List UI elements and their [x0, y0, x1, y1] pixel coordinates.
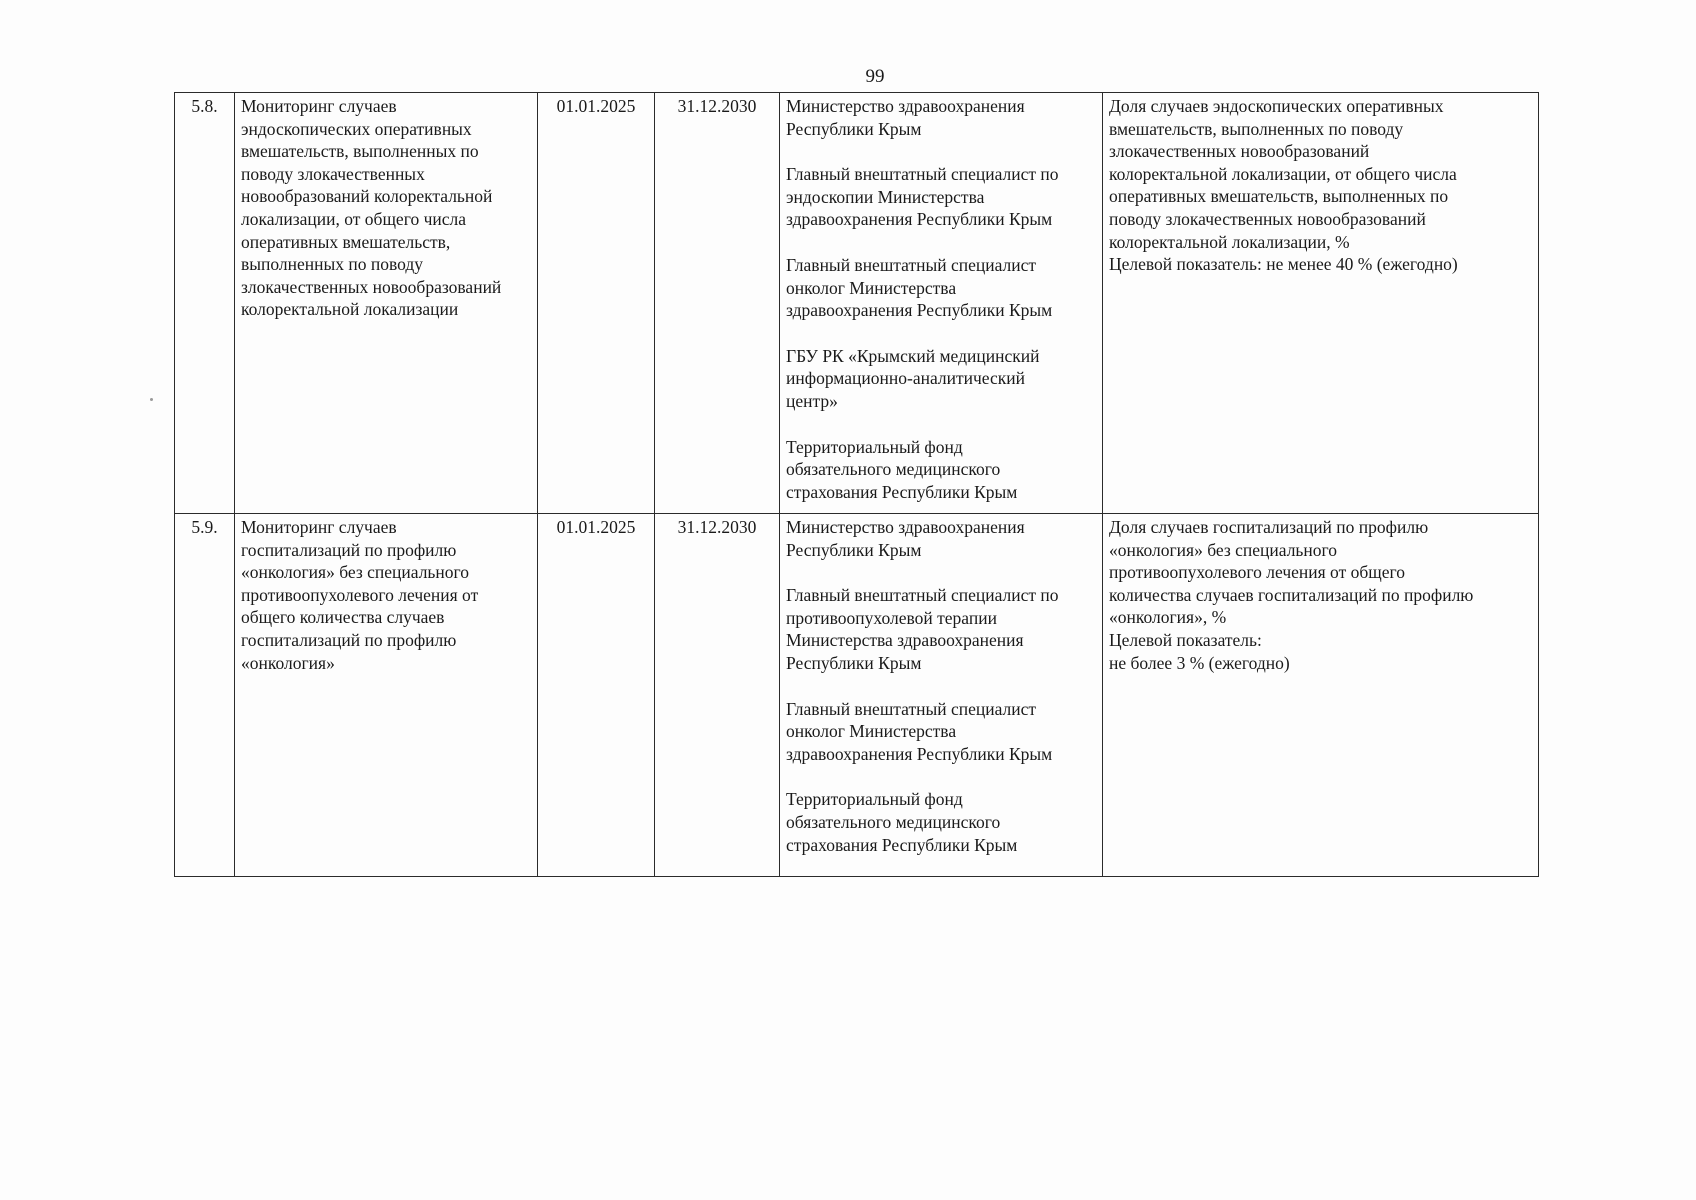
responsible-party: [786, 95, 1096, 140]
text-line: вмешательств, выполненных по: [241, 141, 479, 162]
text-line: Министерство здравоохранения: [786, 517, 1025, 537]
text-line: Территориальный фонд: [786, 789, 963, 810]
responsible-cell: [780, 93, 1103, 514]
text-line: новообразований колоректальной: [241, 186, 493, 207]
text-line: Главный внештатный специалист: [786, 254, 1037, 275]
start-date-cell: 01.01.2025: [538, 514, 655, 877]
text-line: Министерства здравоохранения: [786, 630, 1024, 651]
text-line: Доля случаев госпитализаций по профилю: [1109, 517, 1429, 537]
text-line: противоопухолевого лечения от общего: [1109, 562, 1405, 583]
text-line: страхования Республики Крым: [786, 834, 1018, 855]
responsible-party: [786, 516, 1096, 561]
text-line: страхования Республики Крым: [786, 481, 1018, 502]
text-line: Главный внештатный специалист по: [786, 164, 1059, 185]
responsible-party: [786, 788, 1096, 856]
description-cell: [235, 93, 538, 514]
row-number-cell: 5.9.: [175, 514, 235, 877]
text-line: обязательного медицинского: [786, 459, 1001, 480]
text-line: Республики Крым: [786, 539, 922, 560]
end-date-cell: 31.12.2030: [655, 93, 780, 514]
text-line: Целевой показатель:: [1109, 629, 1262, 650]
text-line: колоректальной локализации, от общего числа: [1109, 163, 1457, 184]
text-line: эндоскопических оперативных: [241, 118, 472, 139]
text-line: «онкология»: [241, 652, 335, 673]
text-line: онколог Министерства: [786, 721, 957, 742]
text-line: вмешательств, выполненных по поводу: [1109, 118, 1404, 139]
text-line: злокачественных новообразований: [241, 276, 502, 297]
description-cell: [235, 514, 538, 877]
text-line: поводу злокачественных новообразований: [1109, 208, 1426, 229]
text-line: колоректальной локализации: [241, 299, 459, 320]
scan-speck: [150, 398, 153, 401]
table-row: [175, 93, 1539, 514]
group-spacer: [786, 140, 1096, 163]
measures-table: [174, 92, 1539, 877]
text-line: «онкология» без специального: [241, 562, 470, 583]
text-line: «онкология», %: [1109, 607, 1227, 628]
responsible-party: [786, 163, 1096, 231]
table-body: [175, 93, 1539, 877]
text-line: центр»: [786, 390, 838, 411]
table-row: [175, 514, 1539, 877]
text-line: злокачественных новообразований: [1109, 141, 1370, 162]
text-line: локализации, от общего числа: [241, 208, 467, 229]
text-line: Главный внештатный специалист по: [786, 585, 1059, 606]
text-line: Республики Крым: [786, 652, 922, 673]
responsible-cell: [780, 514, 1103, 877]
page-number: 99: [865, 66, 885, 87]
text-line: эндоскопии Министерства: [786, 186, 985, 207]
text-line: онколог Министерства: [786, 277, 957, 298]
text-line: Республики Крым: [786, 118, 922, 139]
text-line: оперативных вмешательств, выполненных по: [1109, 186, 1449, 207]
text-line: противоопухолевого лечения от: [241, 584, 479, 605]
text-line: здравоохранения Республики Крым: [786, 743, 1053, 764]
text-line: Министерство здравоохранения: [786, 96, 1025, 116]
text-line: оперативных вмешательств,: [241, 231, 451, 252]
text-line: поводу злокачественных: [241, 163, 425, 184]
start-date-cell: 01.01.2025: [538, 93, 655, 514]
text-line: не более 3 % (ежегодно): [1109, 652, 1290, 673]
group-spacer: [786, 322, 1096, 345]
responsible-party: [786, 584, 1096, 674]
text-line: колоректальной локализации, %: [1109, 231, 1350, 252]
text-line: количества случаев госпитализаций по профилю: [1109, 584, 1474, 605]
indicator-cell: [1103, 93, 1539, 514]
end-date-cell: 31.12.2030: [655, 514, 780, 877]
responsible-party: [786, 254, 1096, 322]
text-line: Целевой показатель: не менее 40 % (ежегодно): [1109, 254, 1458, 275]
text-line: общего количества случаев: [241, 607, 445, 628]
text-line: Доля случаев эндоскопических оперативных: [1109, 96, 1444, 116]
text-line: госпитализаций по профилю: [241, 539, 457, 560]
responsible-party: [786, 698, 1096, 766]
group-spacer: [786, 675, 1096, 698]
group-spacer: [786, 765, 1096, 788]
text-line: Мониторинг случаев: [241, 96, 397, 116]
responsible-party: [786, 345, 1096, 413]
text-line: госпитализаций по профилю: [241, 629, 457, 650]
text-line: информационно-аналитический: [786, 368, 1025, 389]
group-spacer: [786, 231, 1096, 254]
text-line: здравоохранения Республики Крым: [786, 300, 1053, 321]
responsible-party: [786, 436, 1096, 504]
group-spacer: [786, 413, 1096, 436]
group-spacer: [786, 561, 1096, 584]
text-line: Мониторинг случаев: [241, 517, 397, 537]
text-line: обязательного медицинского: [786, 811, 1001, 832]
text-line: Территориальный фонд: [786, 436, 963, 457]
row-number-cell: 5.8.: [175, 93, 235, 514]
text-line: выполненных по поводу: [241, 254, 424, 275]
text-line: здравоохранения Республики Крым: [786, 209, 1053, 230]
indicator-cell: [1103, 514, 1539, 877]
text-line: ГБУ РК «Крымский медицинский: [786, 345, 1040, 366]
text-line: «онкология» без специального: [1109, 539, 1338, 560]
text-line: Главный внештатный специалист: [786, 698, 1037, 719]
text-line: противоопухолевой терапии: [786, 607, 997, 628]
